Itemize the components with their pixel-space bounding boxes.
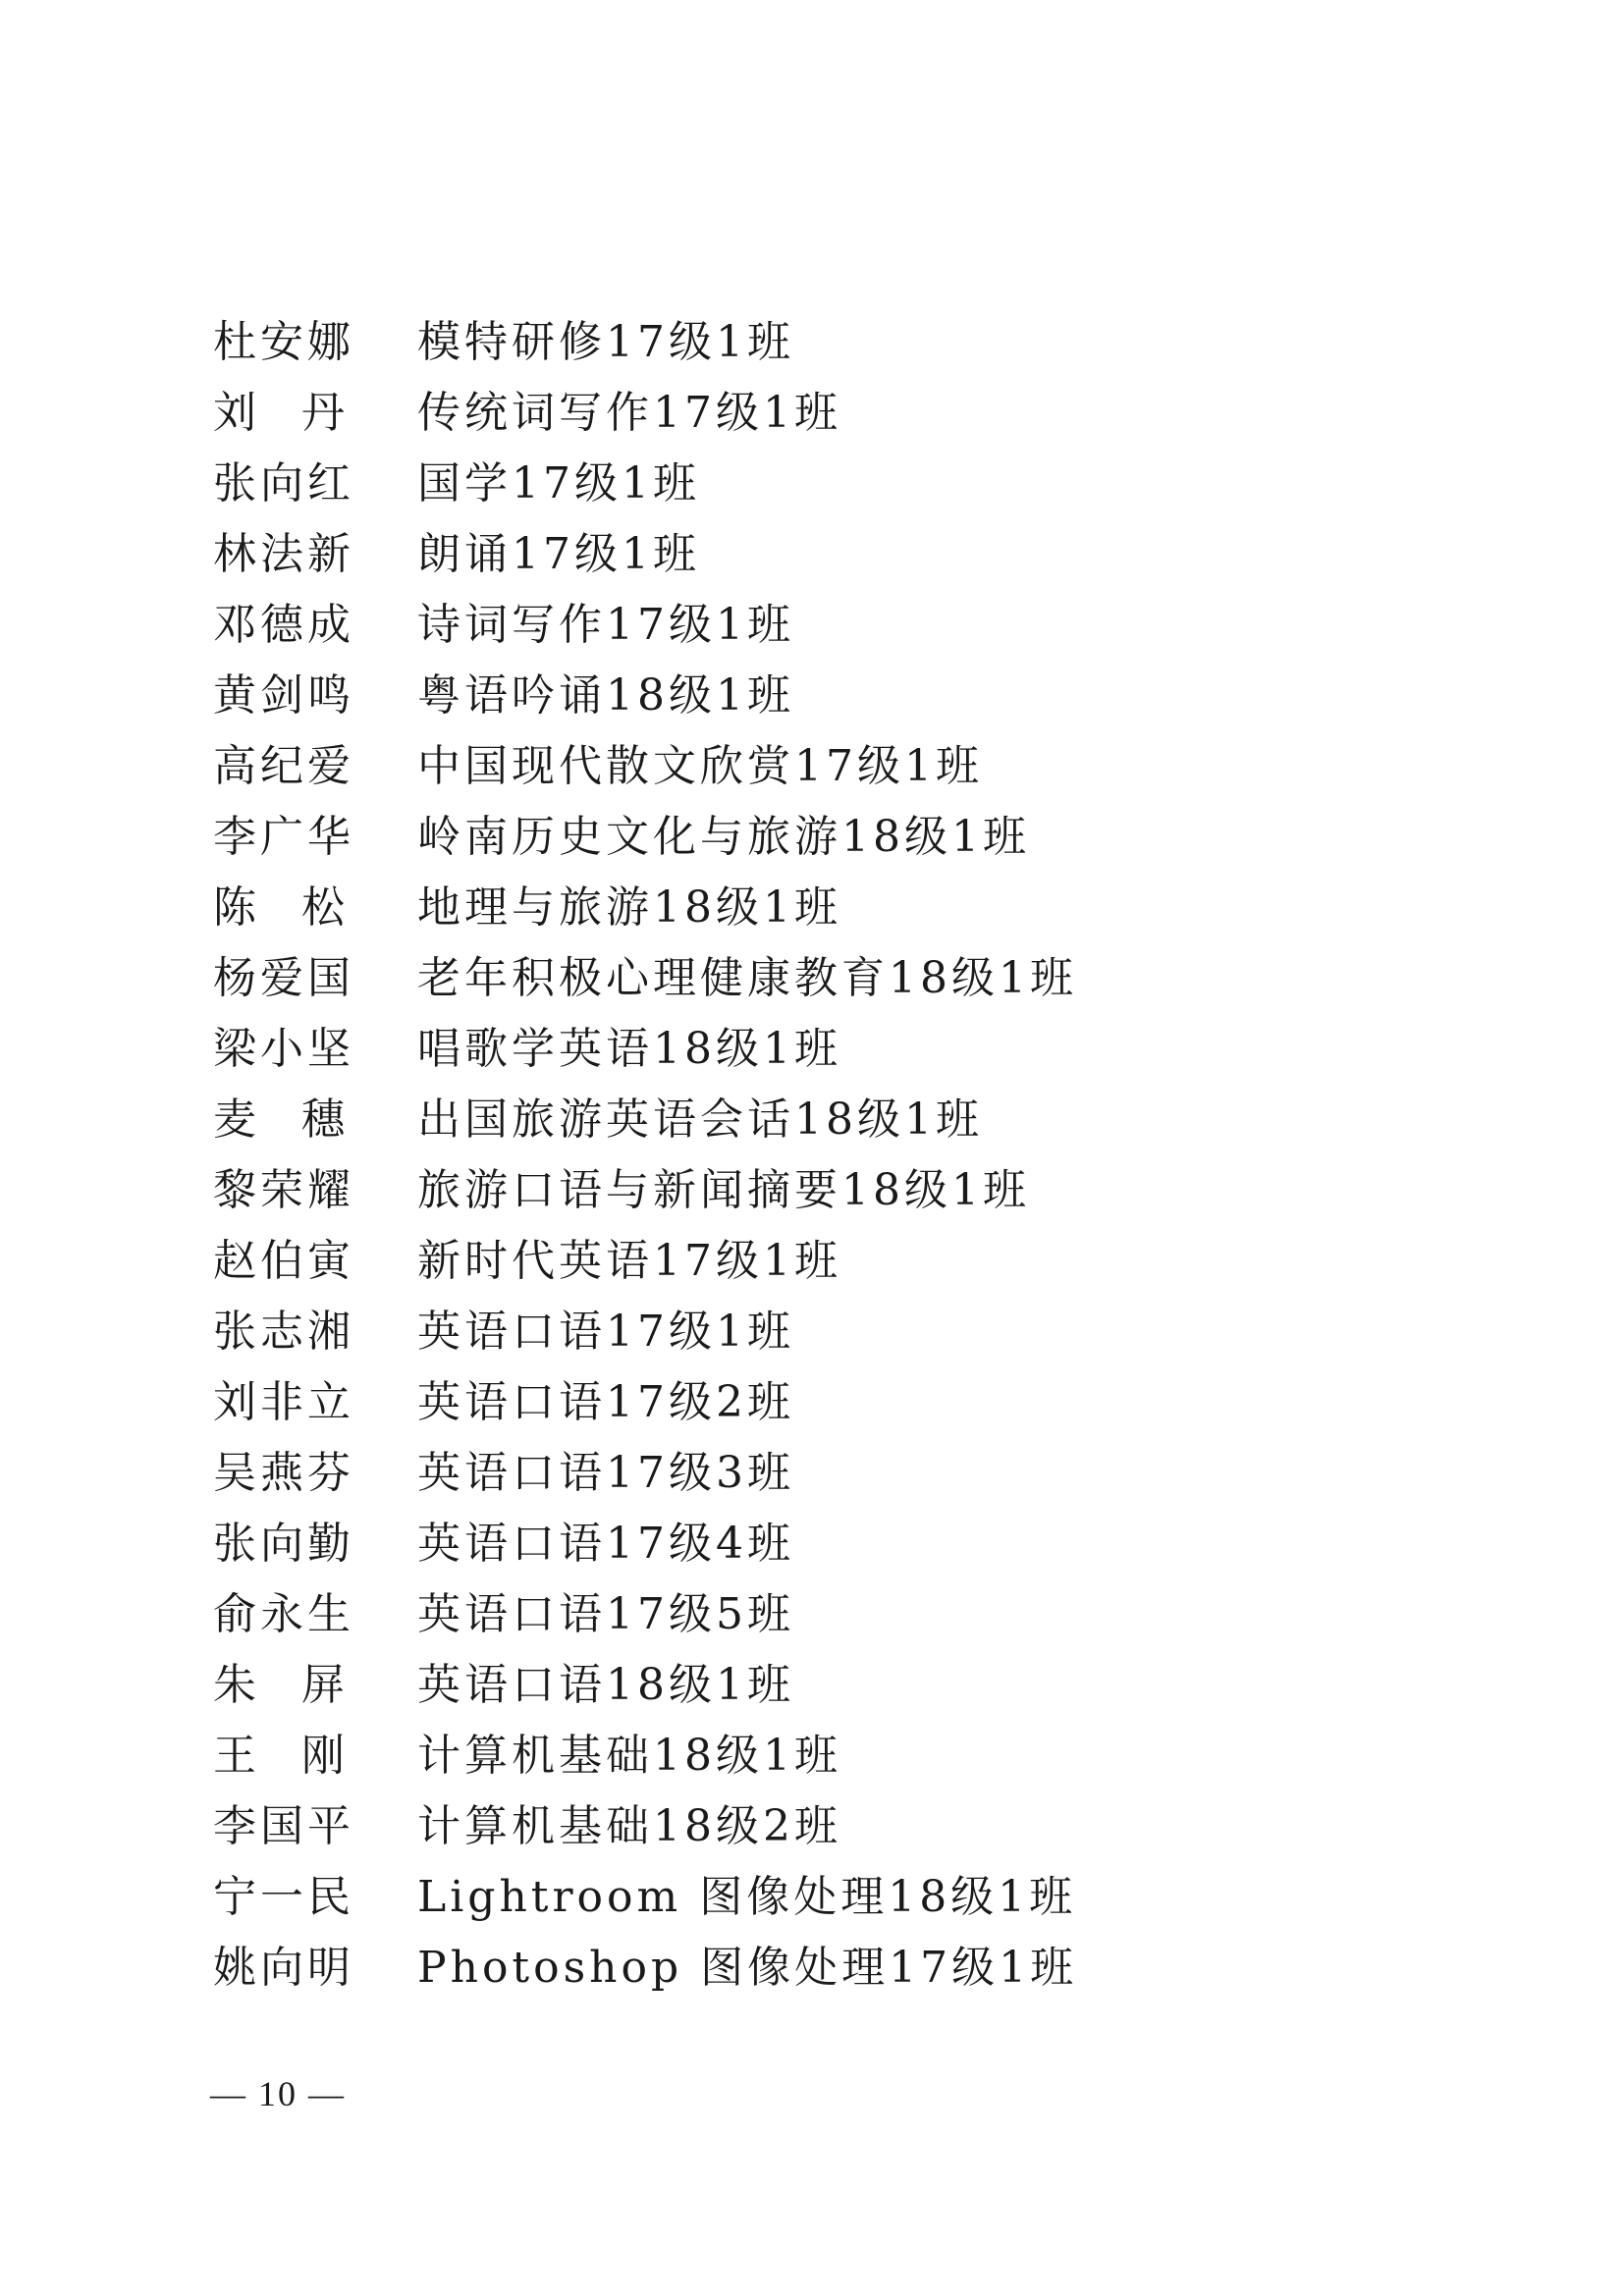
- roster-row: [213, 307, 1489, 378]
- roster-row: [213, 731, 1489, 802]
- course-name: 出国旅游英语会话18级1班: [417, 1095, 983, 1145]
- course-name: 英语口语17级5班: [417, 1589, 794, 1639]
- course-name: 英语口语18级1班: [417, 1660, 794, 1710]
- person-name: 陈 松: [213, 882, 349, 933]
- course-name: Lightroom 图像处理18级1班: [417, 1872, 1077, 1922]
- person-name: 麦 穗: [213, 1095, 349, 1145]
- course-name: 计算机基础18级2班: [417, 1801, 841, 1851]
- person-name: 赵伯寅: [213, 1236, 354, 1286]
- roster-row: [213, 1014, 1489, 1085]
- person-name: 张向勤: [213, 1519, 354, 1569]
- person-name: 刘非立: [213, 1377, 354, 1427]
- person-name: 俞永生: [213, 1589, 354, 1639]
- course-name: 新时代英语17级1班: [417, 1236, 841, 1286]
- roster-row: [213, 1579, 1489, 1650]
- course-name: 朗诵17级1班: [417, 529, 700, 579]
- person-name: 王 刚: [213, 1731, 349, 1781]
- roster-row: [213, 1085, 1489, 1155]
- roster-list: [213, 307, 1489, 2003]
- roster-row: [213, 1791, 1489, 1862]
- roster-row: [213, 1155, 1489, 1226]
- course-name: 诗词写作17级1班: [417, 600, 794, 650]
- course-name: 英语口语17级3班: [417, 1448, 794, 1498]
- course-name: 英语口语17级2班: [417, 1377, 794, 1427]
- course-name: 计算机基础18级1班: [417, 1731, 841, 1781]
- course-name: 英语口语17级1班: [417, 1307, 794, 1357]
- person-name: 邓德成: [213, 600, 354, 650]
- course-name: 国学17级1班: [417, 458, 700, 508]
- person-name: 黄剑鸣: [213, 670, 354, 721]
- course-name: 老年积极心理健康教育18级1班: [417, 953, 1077, 1003]
- course-name: 唱歌学英语18级1班: [417, 1024, 841, 1074]
- roster-row: [213, 378, 1489, 449]
- roster-row: [213, 449, 1489, 519]
- course-name: 地理与旅游18级1班: [417, 882, 841, 933]
- person-name: 朱 屏: [213, 1660, 349, 1710]
- person-name: 杨爱国: [213, 953, 354, 1003]
- person-name: 吴燕芬: [213, 1448, 354, 1498]
- person-name: 黎荣耀: [213, 1165, 354, 1215]
- roster-row: [213, 802, 1489, 873]
- roster-row: [213, 661, 1489, 731]
- course-name: 英语口语17级4班: [417, 1519, 794, 1569]
- roster-row: [213, 1933, 1489, 2003]
- roster-row: [213, 1650, 1489, 1721]
- person-name: 张向红: [213, 458, 354, 508]
- person-name: 梁小坚: [213, 1024, 354, 1074]
- roster-row: [213, 1226, 1489, 1297]
- roster-row: [213, 1438, 1489, 1509]
- person-name: 张志湘: [213, 1307, 354, 1357]
- roster-row: [213, 519, 1489, 590]
- roster-row: [213, 590, 1489, 661]
- course-name: 中国现代散文欣赏17级1班: [417, 741, 983, 791]
- course-name: 岭南历史文化与旅游18级1班: [417, 812, 1030, 862]
- roster-row: [213, 1297, 1489, 1367]
- person-name: 李广华: [213, 812, 354, 862]
- person-name: 高纪爱: [213, 741, 354, 791]
- person-name: 姚向明: [213, 1943, 354, 1993]
- roster-row: [213, 1509, 1489, 1579]
- course-name: 旅游口语与新闻摘要18级1班: [417, 1165, 1030, 1215]
- person-name: 林法新: [213, 529, 354, 579]
- person-name: 杜安娜: [213, 317, 354, 367]
- roster-row: [213, 873, 1489, 943]
- course-name: Photoshop 图像处理17级1班: [417, 1943, 1078, 1993]
- course-name: 传统词写作17级1班: [417, 388, 841, 438]
- course-name: 粤语吟诵18级1班: [417, 670, 794, 721]
- person-name: 李国平: [213, 1801, 354, 1851]
- person-name: 宁一民: [213, 1872, 354, 1922]
- person-name: 刘 丹: [213, 388, 349, 438]
- roster-row: [213, 1862, 1489, 1933]
- roster-row: [213, 943, 1489, 1014]
- page-number: — 10 —: [210, 2074, 346, 2113]
- roster-row: [213, 1721, 1489, 1791]
- course-name: 模特研修17级1班: [417, 317, 794, 367]
- roster-row: [213, 1367, 1489, 1438]
